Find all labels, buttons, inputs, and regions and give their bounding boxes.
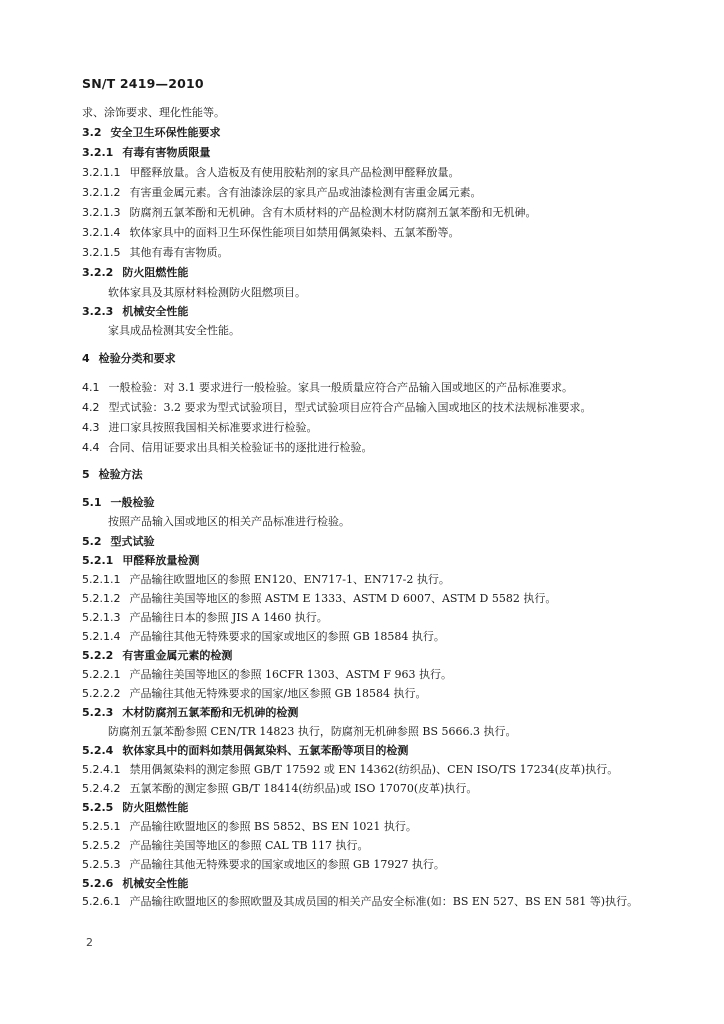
section-heading-5-2-1: [82, 554, 648, 568]
paragraph-text: 家具成品检测其安全性能。: [108, 324, 240, 337]
clause-number: 4: [82, 352, 90, 365]
heading-text: 防火阻燃性能: [122, 801, 189, 814]
section-heading-5-2-5: [82, 801, 648, 815]
section-heading-4: [82, 352, 648, 366]
clause-text: 有害重金属元素。含有油漆涂层的家具产品或油漆检测有害重金属元素。: [129, 186, 482, 199]
heading-text: 防火阻燃性能: [122, 266, 189, 279]
clause-number: 5.2.1.3: [82, 611, 121, 624]
clause-text: 产品输往美国等地区的参照 16CFR 1303、ASTM F 963 执行。: [129, 668, 452, 681]
clause-text: 产品输往美国等地区的参照 ASTM E 1333、ASTM D 6007、ASTM D 5582 执行。: [129, 592, 557, 605]
section-heading-5: [82, 468, 648, 482]
clause-text: 产品输往其他无特殊要求的国家或地区的参照 GB 18584 执行。: [129, 630, 445, 643]
clause-number: 5.1: [82, 496, 102, 509]
clause-text: 产品输往美国等地区的参照 CAL TB 117 执行。: [129, 839, 369, 852]
clause-number: 5.2.5.2: [82, 839, 121, 852]
heading-text: 检验分类和要求: [98, 352, 176, 365]
paragraph-5-2-3: [108, 725, 674, 739]
clause-text: 五氯苯酚的测定参照 GB/T 18414(纺织品)或 ISO 17070(皮革)执行。: [129, 782, 478, 795]
clause-number: 3.2.2: [82, 266, 114, 279]
clause-number: 4.1: [82, 381, 100, 394]
clause-text: 软体家具中的面料卫生环保性能项目如禁用偶氮染料、五氯苯酚等。: [129, 226, 460, 239]
clause-number: 3.2: [82, 126, 102, 139]
clause-text: 产品输往日本的参照 JIS A 1460 执行。: [129, 611, 328, 624]
paragraph-continuation: [82, 106, 648, 120]
clause-number: 5.2.1.1: [82, 573, 121, 586]
clause-5-2-2-1: [82, 668, 648, 682]
clause-number: 3.2.3: [82, 305, 114, 318]
section-heading-3-2-1: [82, 146, 648, 160]
clause-3-2-1-5: [82, 246, 648, 260]
clause-text: 产品输往欧盟地区的参照欧盟及其成员国的相关产品安全标准(如：BS EN 527、BS EN 581 等)执行。: [129, 895, 639, 908]
paragraph-5-1: [108, 515, 674, 529]
section-heading-5-2: [82, 535, 648, 549]
heading-text: 木材防腐剂五氯苯酚和无机砷的检测: [122, 706, 299, 719]
page-number: 2: [86, 936, 93, 949]
clause-5-2-2-2: [82, 687, 648, 701]
paragraph-text: 防腐剂五氯苯酚参照 CEN/TR 14823 执行，防腐剂无机砷参照 BS 5666.3 执行。: [108, 725, 517, 738]
clause-number: 5.2.4: [82, 744, 114, 757]
section-heading-3-2: [82, 126, 648, 140]
clause-text: 进口家具按照我国相关标准要求进行检验。: [108, 421, 318, 434]
heading-text: 甲醛释放量检测: [122, 554, 200, 567]
clause-5-2-4-2: [82, 782, 648, 796]
clause-text: 甲醛释放量。含人造板及有使用胶粘剂的家具产品检测甲醛释放量。: [129, 166, 460, 179]
clause-4-2: [82, 401, 648, 415]
clause-5-2-1-2: [82, 592, 648, 606]
clause-5-2-1-4: [82, 630, 648, 644]
clause-number: 5.2.4.2: [82, 782, 121, 795]
paragraph-text: 求、涂饰要求、理化性能等。: [82, 106, 225, 119]
clause-5-2-5-2: [82, 839, 648, 853]
clause-number: 3.2.1.2: [82, 186, 121, 199]
section-heading-5-1: [82, 496, 648, 510]
clause-text: 产品输往其他无特殊要求的国家/地区参照 GB 18584 执行。: [129, 687, 427, 700]
section-heading-5-2-2: [82, 649, 648, 663]
heading-text: 软体家具中的面料如禁用偶氮染料、五氯苯酚等项目的检测: [122, 744, 409, 757]
clause-number: 3.2.1.3: [82, 206, 121, 219]
clause-number: 3.2.1.4: [82, 226, 121, 239]
clause-number: 3.2.1.1: [82, 166, 121, 179]
clause-text: 产品输往欧盟地区的参照 EN120、EN717-1、EN717-2 执行。: [129, 573, 450, 586]
clause-number: 3.2.1.5: [82, 246, 121, 259]
paragraph-text: 软体家具及其原材料检测防火阻燃项目。: [108, 286, 306, 299]
paragraph-3-2-3: [108, 324, 674, 338]
clause-5-2-1-3: [82, 611, 648, 625]
clause-number: 5: [82, 468, 90, 481]
clause-3-2-1-1: [82, 166, 648, 180]
clause-5-2-5-3: [82, 858, 648, 872]
heading-text: 有害重金属元素的检测: [122, 649, 233, 662]
section-heading-5-2-4: [82, 744, 648, 758]
clause-3-2-1-4: [82, 226, 648, 240]
clause-5-2-1-1: [82, 573, 648, 587]
heading-text: 检验方法: [98, 468, 143, 481]
section-heading-3-2-3: [82, 305, 648, 319]
clause-number: 5.2.5.3: [82, 858, 121, 871]
clause-number: 5.2.1.4: [82, 630, 121, 643]
clause-text: 一般检验：对 3.1 要求进行一般检验。家具一般质量应符合产品输入国或地区的产品标准要求。: [108, 381, 573, 394]
heading-text: 安全卫生环保性能要求: [110, 126, 221, 139]
clause-text: 其他有毒有害物质。: [129, 246, 229, 259]
clause-3-2-1-3: [82, 206, 648, 220]
clause-number: 4.2: [82, 401, 100, 414]
section-heading-5-2-3: [82, 706, 648, 720]
clause-number: 5.2.5.1: [82, 820, 121, 833]
clause-number: 5.2.5: [82, 801, 114, 814]
clause-number: 5.2.4.1: [82, 763, 121, 776]
paragraph-text: 按照产品输入国或地区的相关产品标准进行检验。: [108, 515, 350, 528]
clause-5-2-4-1: [82, 763, 648, 777]
clause-number: 4.4: [82, 441, 100, 454]
clause-number: 4.3: [82, 421, 100, 434]
heading-text: 一般检验: [110, 496, 155, 509]
heading-text: 有毒有害物质限量: [122, 146, 211, 159]
section-heading-3-2-2: [82, 266, 648, 280]
heading-text: 机械安全性能: [122, 877, 189, 890]
clause-number: 5.2: [82, 535, 102, 548]
clause-number: 5.2.2.1: [82, 668, 121, 681]
clause-number: 5.2.6.1: [82, 895, 121, 908]
heading-text: 型式试验: [110, 535, 155, 548]
clause-text: 产品输往其他无特殊要求的国家或地区的参照 GB 17927 执行。: [129, 858, 445, 871]
clause-number: 5.2.2.2: [82, 687, 121, 700]
clause-number: 5.2.2: [82, 649, 114, 662]
section-heading-5-2-6: [82, 877, 648, 891]
clause-number: 5.2.1: [82, 554, 114, 567]
clause-number: 3.2.1: [82, 146, 114, 159]
clause-text: 型式试验：3.2 要求为型式试验项目，型式试验项目应符合产品输入国或地区的技术法规标准要求。: [108, 401, 592, 414]
clause-number: 5.2.6: [82, 877, 114, 890]
clause-4-3: [82, 421, 648, 435]
clause-4-4: [82, 441, 648, 455]
clause-text: 防腐剂五氯苯酚和无机砷。含有木质材料的产品检测木材防腐剂五氯苯酚和无机砷。: [129, 206, 537, 219]
clause-3-2-1-2: [82, 186, 648, 200]
clause-text: 禁用偶氮染料的测定参照 GB/T 17592 或 EN 14362(纺织品)、CEN ISO/TS 17234(皮革)执行。: [129, 763, 619, 776]
clause-text: 合同、信用证要求出具相关检验证书的逐批进行检验。: [108, 441, 373, 454]
clause-5-2-5-1: [82, 820, 648, 834]
clause-number: 5.2.3: [82, 706, 114, 719]
heading-text: 机械安全性能: [122, 305, 189, 318]
clause-number: 5.2.1.2: [82, 592, 121, 605]
clause-text: 产品输往欧盟地区的参照 BS 5852、BS EN 1021 执行。: [129, 820, 417, 833]
standard-code-header: SN/T 2419—2010: [82, 76, 204, 91]
clause-4-1: [82, 381, 648, 395]
paragraph-3-2-2: [108, 286, 674, 300]
clause-5-2-6-1: [82, 893, 648, 911]
